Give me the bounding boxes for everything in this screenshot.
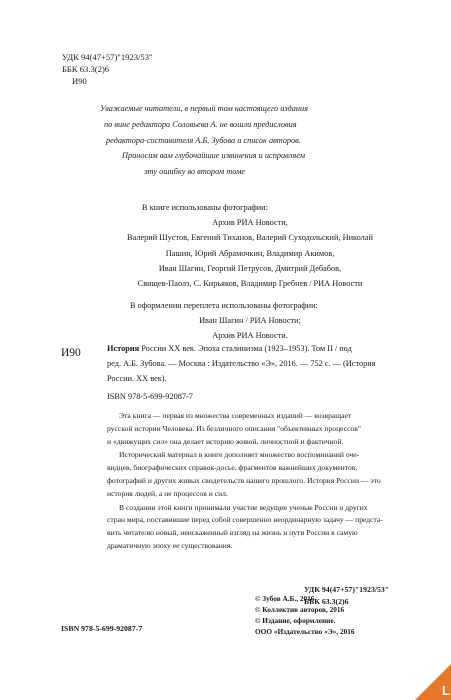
annotation-line: история людей, а не процессов и сил. [107,488,228,498]
isbn: ISBN 978-5-699-92087-7 [107,392,193,401]
udk-block-top [62,51,153,87]
photo-credit-line: Пашин, Юрий Абрамочкин, Владимир Акимов, [165,248,335,258]
annotation-line: В создании этой книги принимали участие ведущие ученые России и других [119,502,368,512]
book-title: История [107,344,140,353]
cover-photo-credits [100,298,400,343]
annotation-paragraph [107,449,417,500]
copyright-line: © Издание, оформление. [255,616,336,625]
biblio-line-rest: России XX век. Эпоха сталинизма (1923–1953). Том II / под [139,344,352,353]
annotation-line: фотографий и других живых свидетельств нашего прошлого. История России — это [107,475,381,485]
svg-text:L: L [442,683,450,698]
annotation-line: драматичную эпоху ее существования. [107,540,233,550]
annotation-line: русской истории Человека. Из безличного описания "объективных процессов" [107,423,361,433]
bbk-code: ББК 63.3(2)6 [304,596,349,606]
annotation-paragraph [107,410,417,448]
isbn-bottom: ISBN 978-5-699-92087-7 [61,624,143,633]
photo-credit-line: Архив РИА Новости, [212,218,288,228]
apology-line: редактора-составителя А.Б. Зубова и список авторов. [106,135,301,145]
cover-credit-line: Архив РИА Новости. [212,331,288,340]
annotation [107,410,417,553]
publisher-logo-icon [415,664,451,700]
annotation-line: Эта книга — первая из множества современных изданий — возвращает [119,411,352,420]
bibliographic-record [107,341,417,386]
photo-credits-heading: В книге использованы фотографии: [142,203,268,212]
annotation-line: вить читателю новый, неискаженный взгляд на жизнь и пути России в самую [107,528,358,538]
cover-credits-heading: В оформлении переплета использованы фотографии: [130,301,318,310]
photo-credit-line: Валерий Шустов, Евгений Тиханов, Валерий Суходольский, Николай [127,233,373,243]
bbk-code: ББК 63.3(2)6 [62,64,110,74]
photo-credits [100,200,400,291]
apology-line: Уважаемые читатели, в первый том настоящего издания [100,104,309,113]
biblio-author-mark: И90 [61,347,81,359]
biblio-line: ред. А.Б. Зубова. — Москва : Издательство «Э», 2016. — 752 с. — (История [107,359,376,368]
photo-credit-line: Свищев-Паолз, С. Кирьяков, Владимир Гребнев / РИА Новости [137,279,363,289]
cover-credit-line: Иван Шагин / РИА Новости; [199,316,301,325]
copyright-block [255,593,355,637]
biblio-line: России. XX век). [107,374,167,383]
udk-code: УДК 94(47+57)"1923/53" [304,585,390,594]
annotation-line: Исторический материал в книге дополняет множество воспоминаний оче- [119,450,360,460]
photo-credit-line: Иван Шагин, Георгий Петрусов, Дмитрий Дебабов, [158,263,342,273]
annotation-line: видцев, биографических справок-досье, фрагментов важнейших документов, [107,463,358,473]
copyright-line: © Зубов А.Б., 2016 [255,594,315,603]
apology-line: по вине редактора Соловьева А. не вошли предисловия [104,119,297,129]
copyright-line: ООО «Издательство «Э», 2016 [255,627,355,636]
apology-line: Приносим вам глубочайшие извинения и исправляем [122,151,306,161]
annotation-line: стран мира, поставившие перед собой совершенно неординарную задачу — предста- [107,515,383,525]
biblio-line [107,341,417,356]
apology-notice [100,101,400,180]
apology-line: эту ошибку во втором томе [144,167,246,177]
annotation-paragraph [107,502,417,553]
annotation-line: и «движущих сил» она делает историю живой, личностной и фактичной. [107,436,344,446]
copyright-line: © Коллектив авторов, 2016 [255,605,345,614]
author-mark: И90 [72,76,87,86]
udk-code: УДК 94(47+57)"1923/53" [62,52,153,62]
